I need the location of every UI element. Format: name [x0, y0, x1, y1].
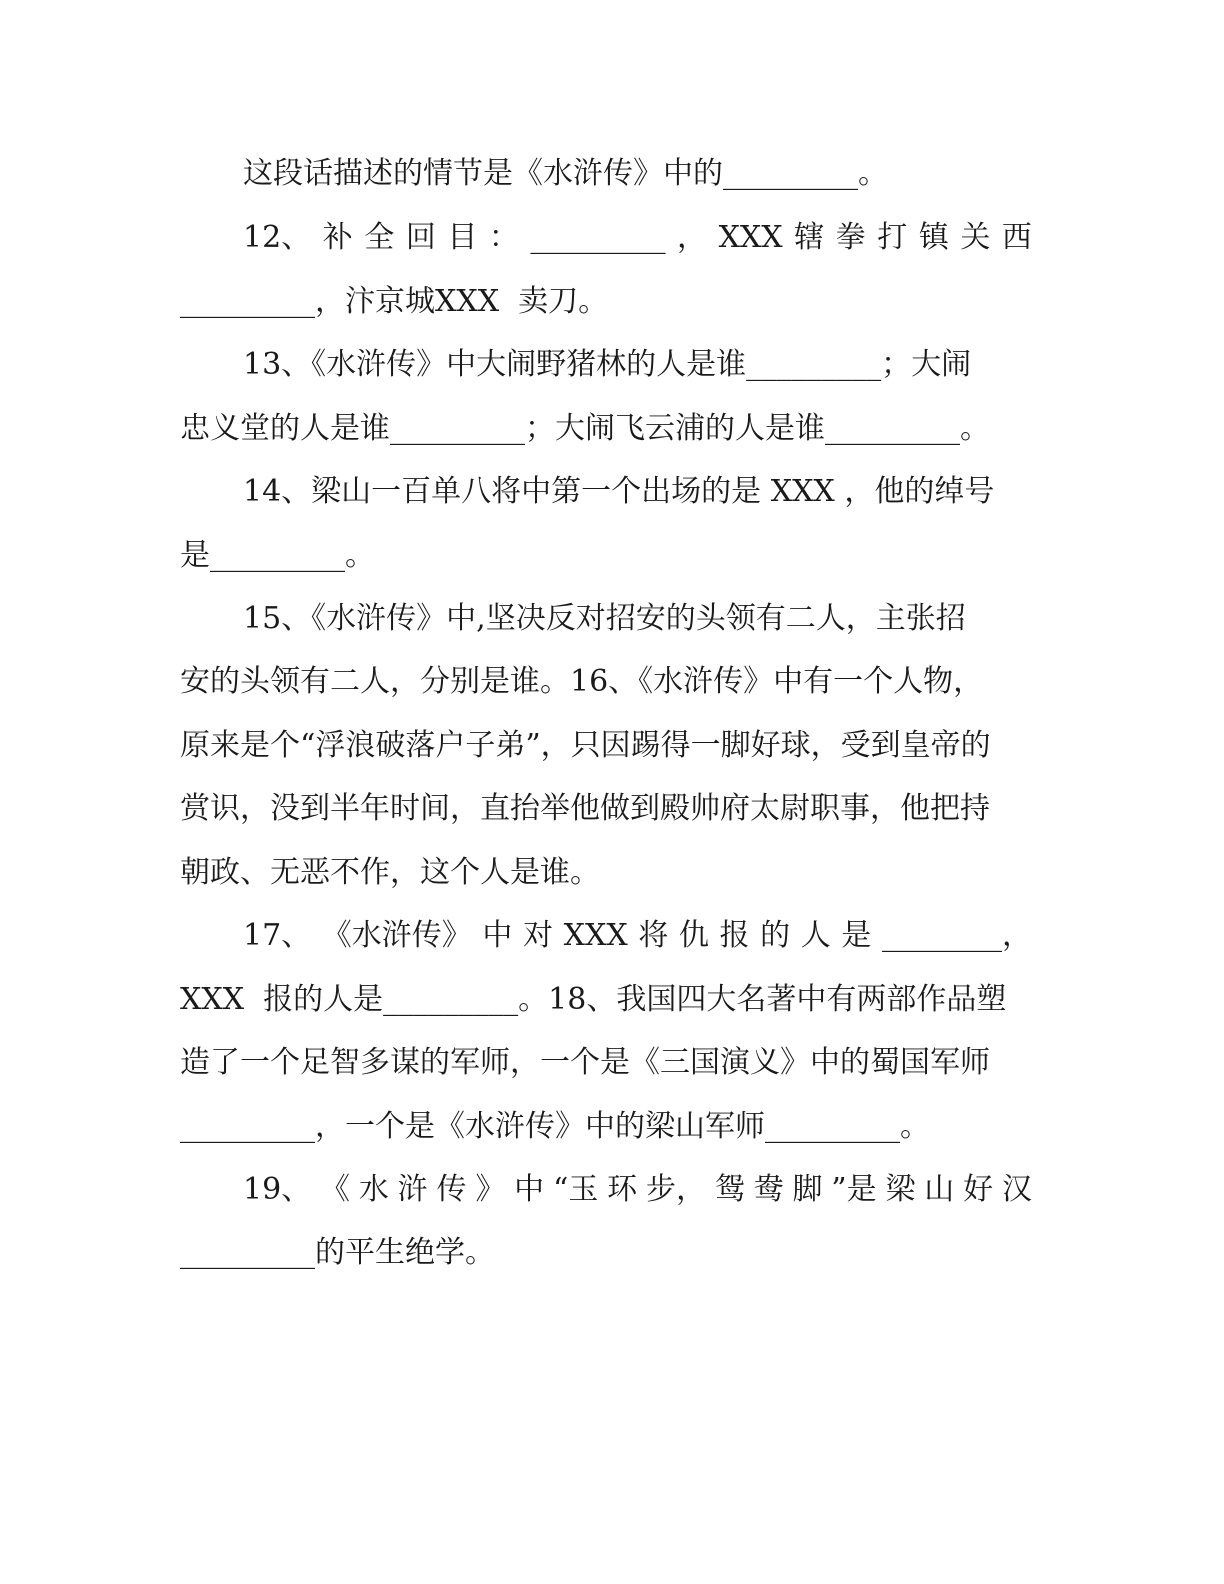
q12-part: ：: [488, 220, 519, 255]
q17-part: 将: [638, 918, 669, 953]
text-line-7: 是_________。: [180, 538, 375, 573]
q19-part: 好: [963, 1172, 994, 1207]
q12-part: 西: [1001, 220, 1032, 255]
q12-part: 镇: [918, 220, 949, 255]
q19-part: 》: [475, 1172, 506, 1207]
q12-part: 全: [364, 220, 395, 255]
q12-part: 补: [322, 220, 353, 255]
text-line-12: 朝政、无恶不作，这个人是谁。: [180, 855, 600, 890]
q19-part: 步，: [645, 1172, 706, 1207]
q19-part: 中: [514, 1172, 545, 1207]
q12-part: 目: [447, 220, 478, 255]
question-12-line: [243, 218, 1032, 258]
q17-part: 17、: [243, 918, 312, 953]
q19-part: 19、: [243, 1172, 312, 1207]
q17-part: 中: [482, 918, 513, 953]
text-line-8: 15、《水浒传》中,坚决反对招安的头领有二人，主张招: [243, 601, 966, 636]
q19-part: “玉: [552, 1172, 599, 1207]
q19-part: 传: [436, 1172, 467, 1207]
text-line-18: _________的平生绝学。: [180, 1235, 495, 1270]
q12-part: 关: [960, 220, 991, 255]
q12-part: 辖: [794, 220, 825, 255]
q19-part: 梁: [885, 1172, 916, 1207]
text-line-1: 这段话描述的情节是《水浒传》中的_________。: [243, 156, 888, 191]
q12-part: 打: [877, 220, 908, 255]
q17-part: XXX: [563, 918, 628, 953]
q17-part: ________，: [881, 918, 1032, 953]
text-line-10: 原来是个“浮浪破落户子弟”，只因踢得一脚好球，受到皇帝的: [180, 728, 991, 763]
q17-part: 的: [760, 918, 791, 953]
text-line-16: _________，一个是《水浒传》中的梁山军师_________。: [180, 1109, 930, 1144]
text-line-14: XXX 报的人是_________。18、我国四大名著中有两部作品塑: [180, 982, 1007, 1017]
text-line-3: _________，汴京城XXX 卖刀。: [180, 284, 609, 319]
q19-part: ”是: [831, 1172, 877, 1207]
text-line-15: 造了一个足智多谋的军师，一个是《三国演义》中的蜀国军师: [180, 1045, 990, 1080]
q19-part: 环: [607, 1172, 638, 1207]
q12-part: ，: [677, 220, 708, 255]
q19-part: 鸯: [753, 1172, 784, 1207]
q19-part: 汉: [1001, 1172, 1032, 1207]
question-19-line: [243, 1170, 1032, 1210]
q19-part: 鸳: [714, 1172, 745, 1207]
q17-part: 报: [719, 918, 750, 953]
text-line-4: 13、《水浒传》中大闹野猪林的人是谁_________；大闹: [243, 347, 972, 382]
q17-part: 人: [800, 918, 831, 953]
q19-part: 《: [320, 1172, 351, 1207]
q17-part: 《水浒传》: [321, 918, 472, 953]
q12-part: XXX: [718, 220, 783, 255]
question-17-line: [243, 916, 1032, 956]
q12-part: 回: [405, 220, 436, 255]
q17-part: 仇: [678, 918, 709, 953]
text-line-9: 安的头领有二人，分别是谁。16、《水浒传》中有一个人物，: [180, 664, 984, 699]
text-line-6: 14、梁山一百单八将中第一个出场的是 XXX ，他的绰号: [243, 474, 995, 509]
q12-part: 12、: [243, 220, 312, 255]
q17-part: 对: [523, 918, 554, 953]
q12-part: 拳: [835, 220, 866, 255]
q19-part: 脚: [792, 1172, 823, 1207]
q19-part: 水: [358, 1172, 389, 1207]
q12-part: _________: [530, 220, 666, 255]
q19-part: 浒: [397, 1172, 428, 1207]
text-line-5: 忠义堂的人是谁_________；大闹飞云浦的人是谁_________。: [180, 411, 990, 446]
q17-part: 是: [841, 918, 872, 953]
text-line-11: 赏识，没到半年时间，直抬举他做到殿帅府太尉职事，他把持: [180, 791, 990, 826]
q19-part: 山: [924, 1172, 955, 1207]
